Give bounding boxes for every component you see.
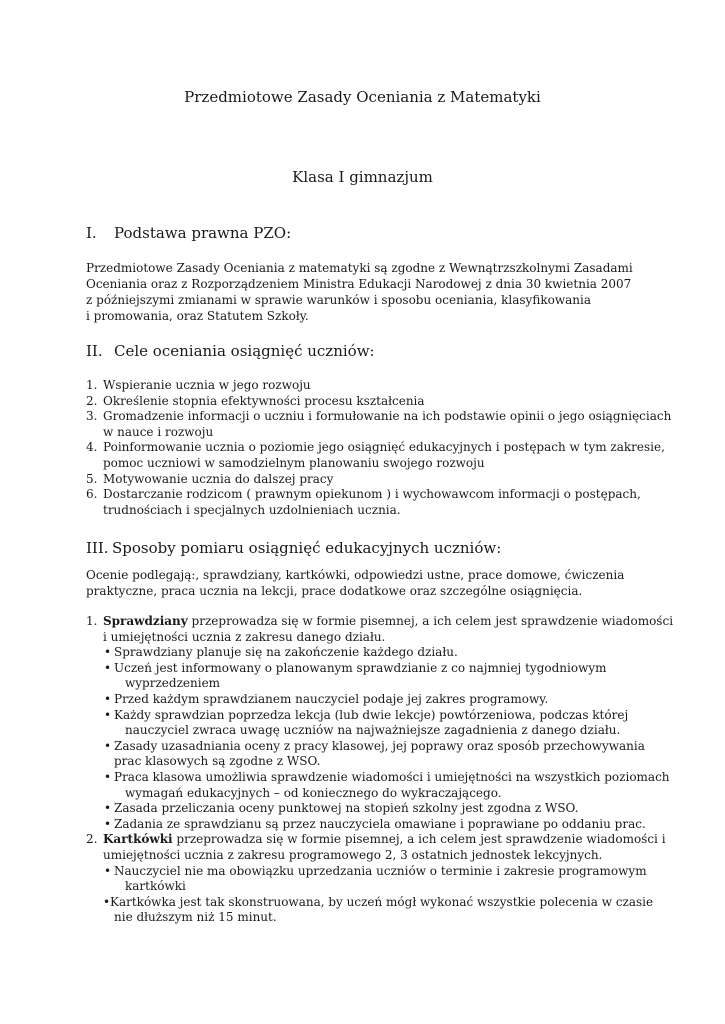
paragraph-line: Ocenie podlegają:, sprawdziany, kartkówki, odpowiedzi ustne, prace domowe, ćwiczenia (86, 568, 625, 582)
bullet-icon: • (104, 660, 112, 675)
bullet-icon: • (104, 645, 112, 660)
bullet-icon: • (104, 707, 112, 722)
bullet-text: Kartkówka jest tak skonstruowana, by uczeń mógł wykonać wszystkie polecenia w czasie (110, 894, 654, 909)
list-number: 2. (86, 393, 98, 408)
bullet-text-continued: prac klasowych są zgodne z WSO. (114, 754, 321, 769)
bullet-item (103, 895, 656, 926)
list-item-text: Dostarczanie rodzicom ( prawnym opiekunom ) i wychowawcom informacji o postępach, (103, 487, 641, 502)
bullet-item (103, 661, 656, 692)
list-number: 6. (86, 487, 98, 502)
bullet-item (103, 864, 656, 895)
bullet-icon: • (104, 691, 112, 706)
bullet-text: Przed każdym sprawdzianem nauczyciel podaje jej zakres programowy. (114, 691, 549, 706)
bullet-icon: • (104, 801, 112, 816)
list-item (86, 378, 656, 394)
bullet-text-continued: kartkówki (125, 879, 186, 894)
list-item-rest: przeprowadza się w formie pisemnej, a ich celem jest sprawdzenie wiadomości (187, 614, 674, 628)
list-item (86, 409, 672, 440)
bullet-icon: • (104, 769, 112, 784)
list-item-sprawdziany (86, 614, 674, 832)
list-number: 3. (86, 409, 98, 424)
paragraph-line: i promowania, oraz Statutem Szkoły. (86, 309, 309, 323)
paragraph-line: Oceniania oraz z Rozporządzeniem Ministra Edukacji Narodowej z dnia 30 kwietnia 2007 (86, 277, 632, 291)
list-item-text-continued: i umiejętności ucznia z zakresu danego działu. (103, 629, 386, 644)
list-item-text-continued: pomoc uczniowi w samodzielnym planowaniu swojego rozwoju (103, 455, 485, 470)
bullet-icon: • (103, 894, 111, 909)
list-number: 2. (86, 832, 98, 847)
paragraph-line: praktyczne, praca ucznia na lekcji, prace dodatkowe oraz szczególne osiągnięcia. (86, 584, 583, 598)
list-item-text (103, 614, 674, 630)
section-1-number: I. (86, 224, 97, 242)
document-subtitle: Klasa I gimnazjum (292, 168, 433, 186)
list-item-kartkowki (86, 832, 666, 926)
goals-list (86, 378, 672, 518)
document-title: Przedmiotowe Zasady Oceniania z Matematyki (184, 88, 541, 106)
bullet-item (103, 817, 656, 833)
list-item-text: Motywowanie ucznia do dalszej pracy (103, 471, 334, 486)
bullet-text: Praca klasowa umożliwia sprawdzenie wiadomości i umiejętności na wszystkich poziomach (114, 769, 670, 784)
section-1-heading-text: Podstawa prawna PZO: (114, 224, 292, 242)
list-item (86, 487, 656, 518)
list-item-text: Poinformowanie ucznia o poziomie jego osiągnięć edukacyjnych i postępach w tym zakresie, (103, 440, 665, 455)
sprawdziany-bullets (103, 645, 670, 832)
bullet-text: Każdy sprawdzian poprzedza lekcja (lub dwie lekcje) powtórzeniowa, podczas której (114, 707, 629, 722)
bullet-item (103, 692, 656, 708)
section-3-number: III. (86, 539, 109, 557)
bullet-text-continued: wymagań edukacyjnych – od koniecznego do wykraczającego. (125, 785, 502, 800)
bullet-text-continued: nauczyciel zwraca uwagę uczniów na najważniejsze zagadnienia z danego działu. (125, 723, 621, 738)
list-item-text (103, 832, 666, 848)
list-item-text: Określenie stopnia efektywności procesu kształcenia (103, 393, 425, 408)
bullet-item (103, 708, 656, 739)
bullet-text-continued: nie dłuższym niż 15 minut. (114, 910, 277, 925)
bullet-text-continued: wyprzedzeniem (125, 676, 221, 691)
list-item-text: Gromadzenie informacji o uczniu i formułowanie na ich podstawie opinii o jego osiągnięciach (103, 409, 672, 424)
bullet-item (103, 739, 656, 770)
bullet-text: Sprawdziany planuje się na zakończenie każdego działu. (114, 645, 458, 660)
bullet-text: Zasada przeliczania oceny punktowej na stopień szkolny jest zgodna z WSO. (114, 801, 579, 816)
section-2-heading-text: Cele oceniania osiągnięć uczniów: (114, 342, 375, 360)
bullet-text: Uczeń jest informowany o planowanym sprawdzianie z co najmniej tygodniowym (114, 660, 607, 675)
list-item-text-continued: w nauce i rozwoju (103, 424, 214, 439)
list-item-text-continued: trudnościach i specjalnych uzdolnieniach ucznia. (103, 502, 401, 517)
section-2-number: II. (86, 342, 103, 360)
methods-list (86, 614, 674, 926)
bullet-item (103, 801, 656, 817)
paragraph-line: z późniejszymi zmianami w sprawie warunków i sposobu oceniania, klasyfikowania (86, 293, 591, 307)
list-item-text-continued: umiejętności ucznia z zakresu programowego 2, 3 ostatnich jednostek lekcyjnych. (103, 847, 603, 862)
list-item (86, 394, 656, 410)
bullet-text: Zadania ze sprawdzianu są przez nauczyciela omawiane i poprawiane po oddaniu prac. (114, 816, 646, 831)
bullet-icon: • (104, 738, 112, 753)
bullet-item (103, 645, 656, 661)
paragraph-line: Przedmiotowe Zasady Oceniania z matematyki są zgodne z Wewnątrzszkolnymi Zasadami (86, 261, 633, 275)
section-3-heading (86, 539, 501, 557)
list-number: 4. (86, 440, 98, 455)
section-2-heading (86, 342, 375, 360)
list-item-text: Wspieranie ucznia w jego rozwoju (103, 378, 311, 392)
list-number: 5. (86, 471, 98, 486)
section-1-paragraph (86, 260, 646, 324)
bold-term: Sprawdziany (103, 614, 188, 628)
bullet-icon: • (104, 816, 112, 831)
bullet-icon: • (104, 863, 112, 878)
bullet-item (103, 769, 670, 801)
bullet-text: Nauczyciel nie ma obowiązku uprzedzania uczniów o terminie i zakresie programowym (114, 863, 647, 878)
section-3-intro (86, 567, 646, 599)
list-item (86, 440, 665, 471)
kartkowki-bullets (103, 864, 656, 926)
bullet-text: Zasady uzasadniania oceny z pracy klasowej, jej poprawy oraz sposób przechowywania (114, 738, 645, 753)
list-item-rest: przeprowadza się w formie pisemnej, a ich celem jest sprawdzenie wiadomości i (172, 832, 666, 847)
section-1-heading (86, 224, 291, 242)
list-number: 1. (86, 614, 98, 628)
bold-term: Kartkówki (103, 832, 173, 847)
list-item (86, 472, 656, 488)
list-number: 1. (86, 378, 98, 392)
section-3-heading-text: Sposoby pomiaru osiągnięć edukacyjnych uczniów: (112, 539, 502, 557)
